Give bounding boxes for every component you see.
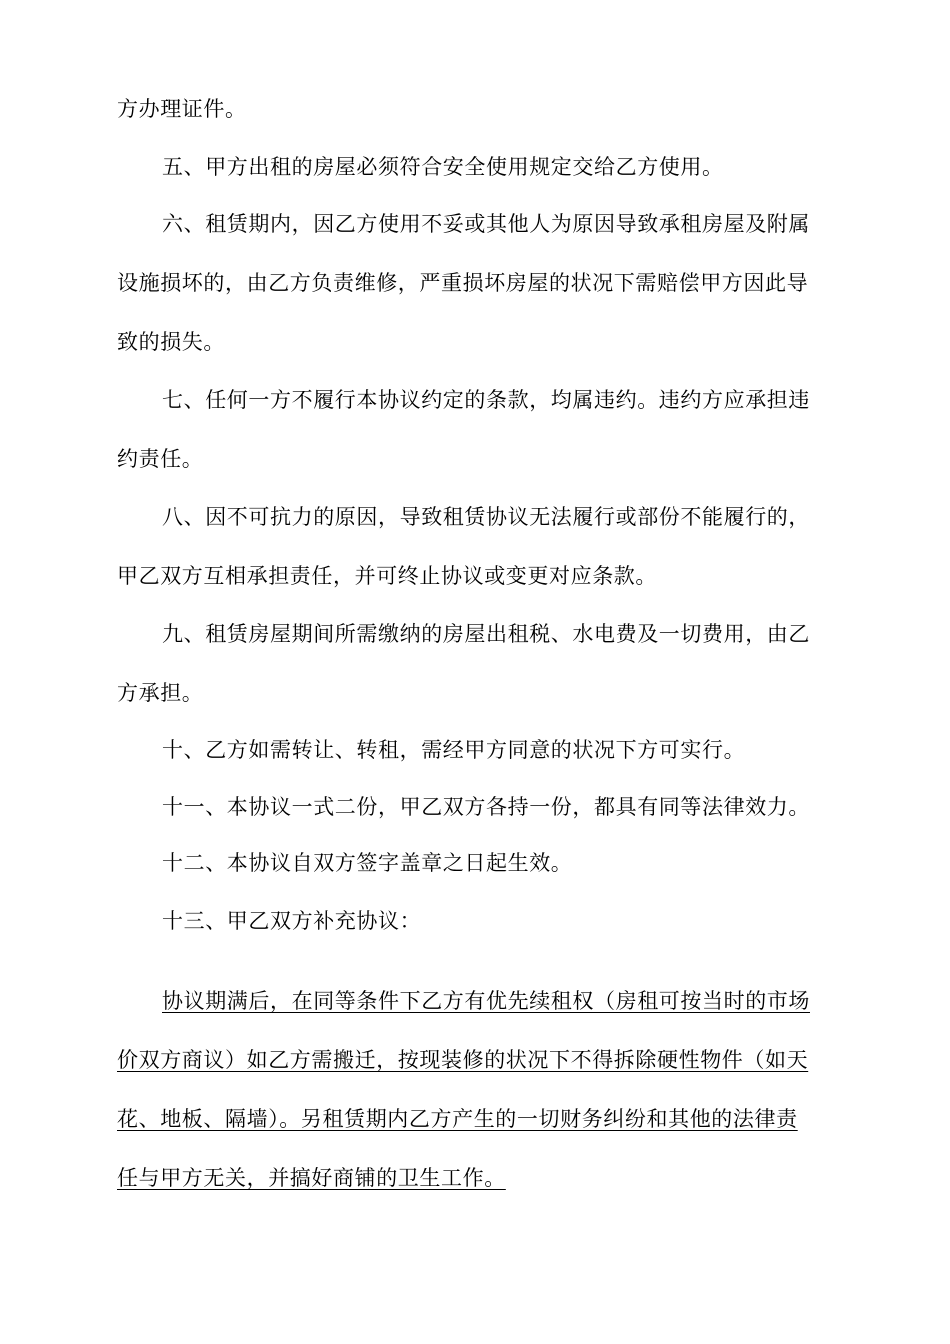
supplement-line: 协议期满后，在同等条件下乙方有优先续租权（房租可按当时的市场 xyxy=(162,989,810,1013)
supplement-line: 价双方商议）如乙方需搬迁，按现装修的状况下不得拆除硬性物件（如天 xyxy=(117,1048,809,1072)
text-line: 方办理证件。 xyxy=(117,97,247,121)
clause-9: 九、租赁房屋期间所需缴纳的房屋出租税、水电费及一切费用，由乙 xyxy=(162,622,810,646)
clause-10: 十、乙方如需转让、转租，需经甲方同意的状况下方可实行。 xyxy=(162,738,746,762)
text-line: 约责任。 xyxy=(117,447,204,471)
clause-12: 十二、本协议自双方签字盖章之日起生效。 xyxy=(162,851,573,875)
text-line: 设施损坏的，由乙方负责维修，严重损坏房屋的状况下需赔偿甲方因此导 xyxy=(117,271,809,295)
clause-8: 八、因不可抗力的原因，导致租赁协议无法履行或部份不能履行的， xyxy=(162,505,810,529)
clause-13: 十三、甲乙双方补充协议： xyxy=(162,909,422,933)
supplement-line: 任与甲方无关，并搞好商铺的卫生工作。 xyxy=(117,1166,506,1190)
text-line: 致的损失。 xyxy=(117,330,225,354)
text-line: 方承担。 xyxy=(117,681,204,705)
supplement-line: 花、地板、隔墙）。另租赁期内乙方产生的一切财务纠纷和其他的法律责 xyxy=(117,1107,798,1131)
clause-6: 六、租赁期内，因乙方使用不妥或其他人为原因导致承租房屋及附属 xyxy=(162,212,810,236)
clause-11: 十一、本协议一式二份，甲乙双方各持一份，都具有同等法律效力。 xyxy=(162,795,810,819)
text-line: 甲乙双方互相承担责任，并可终止协议或变更对应条款。 xyxy=(117,564,657,588)
clause-7: 七、任何一方不履行本协议约定的条款，均属违约。违约方应承担违 xyxy=(162,388,810,412)
clause-5: 五、甲方出租的房屋必须符合安全使用规定交给乙方使用。 xyxy=(162,155,724,179)
